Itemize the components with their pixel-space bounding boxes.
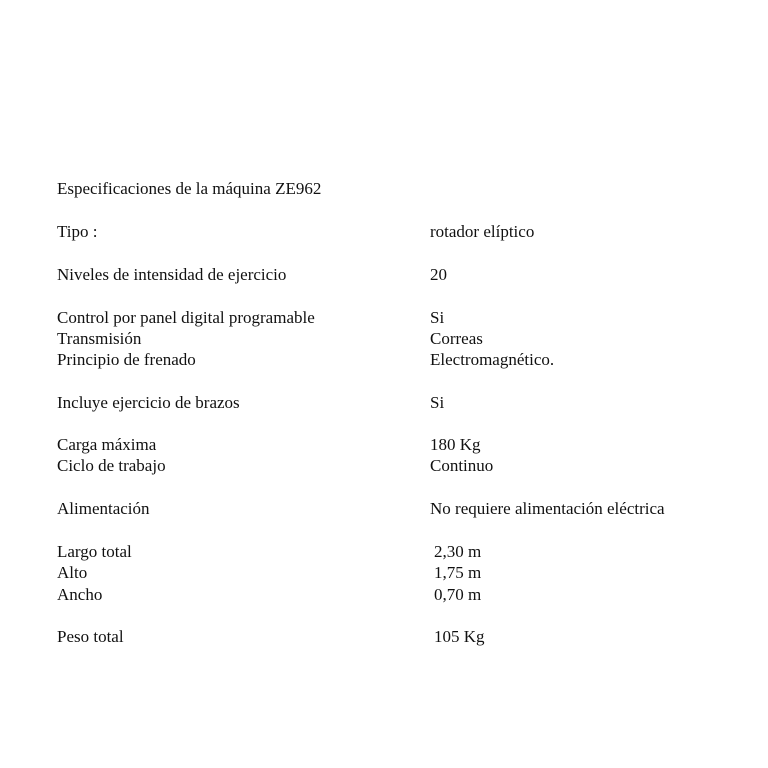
spec-label: Alto (57, 563, 88, 582)
spec-row-control (0, 307, 768, 328)
spec-row-largo (0, 541, 768, 562)
spec-label: Carga máxima (57, 435, 157, 454)
spec-value: Electromagnético. (430, 350, 555, 369)
spec-value: 2,30 m (434, 542, 482, 561)
spec-label: Ancho (57, 585, 103, 604)
spec-label: Peso total (57, 627, 124, 646)
spec-row-brazos (0, 392, 768, 413)
spec-label: Transmisión (57, 329, 142, 348)
spec-row-carga (0, 434, 768, 455)
spec-value: Si (430, 308, 445, 327)
spec-row-tipo (0, 221, 768, 242)
spec-label: Alimentación (57, 499, 150, 518)
spec-label: Niveles de intensidad de ejercicio (57, 265, 287, 284)
spec-value: 105 Kg (434, 627, 485, 646)
spec-value: Si (430, 393, 445, 412)
spec-row-alto (0, 562, 768, 583)
spec-label: Tipo : (57, 222, 98, 241)
spec-value: 0,70 m (434, 585, 482, 604)
document-title: Especificaciones de la máquina ZE962 (57, 179, 322, 198)
spec-label: Ciclo de trabajo (57, 456, 166, 475)
spec-row-ciclo (0, 455, 768, 476)
spec-label: Control por panel digital programable (57, 308, 315, 327)
spec-row-transmision (0, 328, 768, 349)
spec-value: 1,75 m (434, 563, 482, 582)
spec-label: Largo total (57, 542, 132, 561)
spec-label: Incluye ejercicio de brazos (57, 393, 240, 412)
spec-row-alimentacion (0, 498, 768, 519)
spec-row-ancho (0, 584, 768, 605)
spec-value: Correas (430, 329, 483, 348)
spec-value: No requiere alimentación eléctrica (430, 499, 665, 518)
spec-row-peso (0, 626, 768, 647)
spec-row-niveles (0, 264, 768, 285)
spec-label: Principio de frenado (57, 350, 196, 369)
spec-row-frenado (0, 349, 768, 370)
spec-value: Continuo (430, 456, 494, 475)
spec-value: rotador elíptico (430, 222, 535, 241)
spec-value: 20 (430, 265, 447, 284)
spec-value: 180 Kg (430, 435, 481, 454)
